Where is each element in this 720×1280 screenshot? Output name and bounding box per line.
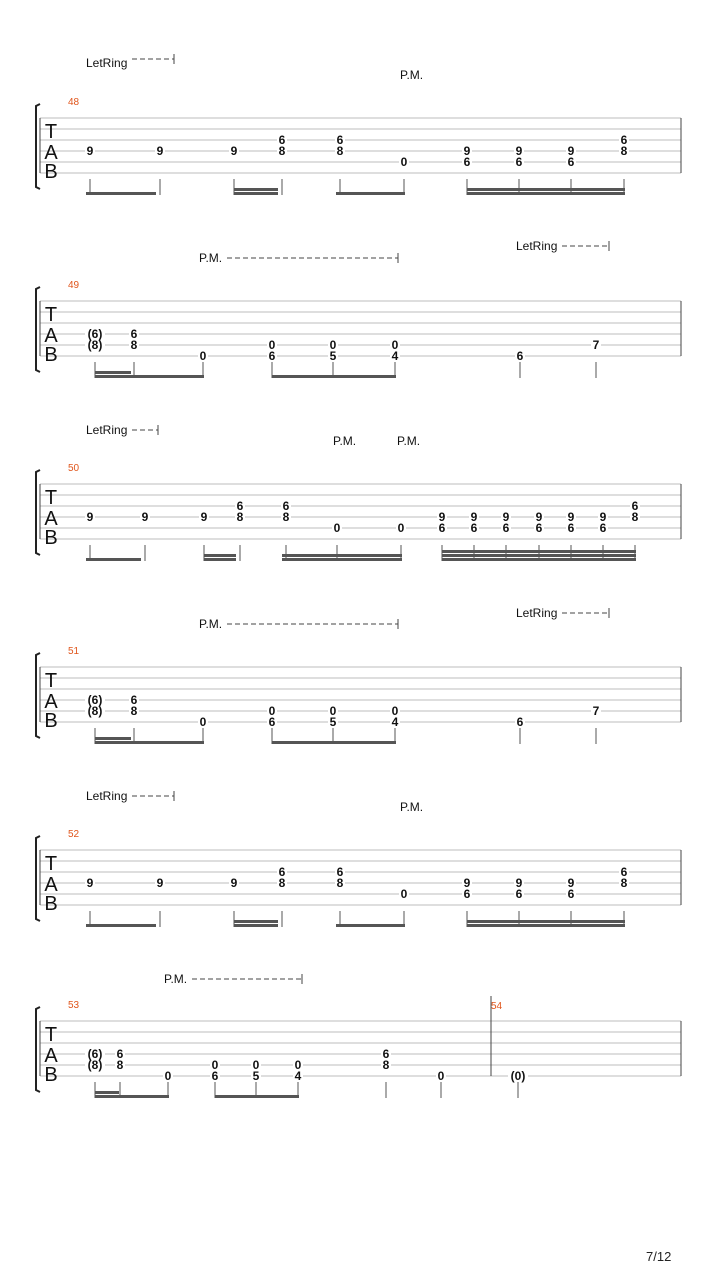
fret-number: 7 [592, 338, 600, 352]
tab-clef-t: T [44, 304, 58, 326]
fret-number: 6 [470, 521, 478, 535]
fret-number: 0 [329, 704, 337, 718]
beam [442, 554, 636, 557]
beam [95, 371, 131, 374]
bar-number: 50 [68, 463, 80, 474]
beam [95, 1091, 119, 1094]
fret-number: 6 [515, 887, 523, 901]
tab-clef-a: A [44, 874, 58, 896]
beam [467, 192, 625, 195]
fret-number: 6 [516, 715, 524, 729]
tab-clef-t: T [44, 487, 58, 509]
fret-number: 8 [130, 704, 138, 718]
tab-clef-t: T [44, 121, 58, 143]
annotation-label: P.M. [164, 972, 188, 986]
fret-number: 0 [211, 1058, 219, 1072]
fret-number: 6 [620, 865, 628, 879]
fret-number: 9 [230, 144, 238, 158]
fret-number: 9 [515, 144, 523, 158]
fret-number: 0 [400, 887, 408, 901]
fret-number: 9 [438, 510, 446, 524]
annotation-label: P.M. [400, 68, 424, 82]
system-50 [36, 425, 681, 561]
beam [442, 550, 636, 553]
fret-number: 5 [252, 1069, 260, 1083]
fret-number: 6 [116, 1047, 124, 1061]
fret-number: 0 [329, 338, 337, 352]
fret-number: 8 [631, 510, 639, 524]
fret-number: 0 [268, 338, 276, 352]
fret-number: 6 [502, 521, 510, 535]
bar-number: 53 [68, 1000, 80, 1011]
beam [95, 741, 204, 744]
beam [336, 924, 405, 927]
beam [86, 924, 156, 927]
bar-number: 48 [68, 97, 80, 108]
beam [467, 920, 625, 923]
annotation-label: LetRing [86, 789, 128, 803]
fret-number: 9 [463, 876, 471, 890]
tab-clef-a: A [44, 691, 58, 713]
fret-number: 5 [329, 349, 337, 363]
fret-number: (8) [87, 704, 103, 718]
fret-number: 0 [268, 704, 276, 718]
staff-bracket [36, 104, 40, 189]
tab-clef-b: B [44, 527, 58, 549]
beam [204, 554, 236, 557]
tab-clef-a: A [44, 325, 58, 347]
tab-clef-t: T [44, 853, 58, 875]
fret-number: 9 [567, 510, 575, 524]
fret-number: 9 [86, 510, 94, 524]
fret-number: 9 [86, 876, 94, 890]
staff-bracket [36, 836, 40, 921]
fret-number: (6) [87, 1047, 103, 1061]
beam [467, 924, 625, 927]
fret-number: 6 [567, 887, 575, 901]
beam [95, 375, 204, 378]
fret-number: 6 [236, 499, 244, 513]
fret-number: 8 [278, 876, 286, 890]
fret-number: 0 [391, 704, 399, 718]
fret-number: 9 [535, 510, 543, 524]
fret-number: 6 [516, 349, 524, 363]
fret-number: 8 [282, 510, 290, 524]
tab-clef-b: B [44, 344, 58, 366]
fret-number: 8 [336, 144, 344, 158]
staff-bracket [36, 1007, 40, 1092]
fret-number: 6 [336, 865, 344, 879]
staff-bracket [36, 470, 40, 555]
fret-number: 4 [391, 715, 399, 729]
fret-number: 6 [631, 499, 639, 513]
annotation-label: LetRing [86, 56, 128, 70]
fret-number: 6 [599, 521, 607, 535]
system-52 [36, 791, 681, 927]
fret-number: 8 [336, 876, 344, 890]
fret-number: 6 [336, 133, 344, 147]
tab-clef-a: A [44, 142, 58, 164]
beam [215, 1095, 299, 1098]
fret-number: 6 [211, 1069, 219, 1083]
fret-number: (0) [510, 1069, 526, 1083]
bar-number: 51 [68, 646, 80, 657]
annotation-label: LetRing [86, 423, 128, 437]
fret-number: 6 [567, 521, 575, 535]
fret-number: 0 [252, 1058, 260, 1072]
fret-number: 9 [463, 144, 471, 158]
system-51 [36, 608, 681, 744]
fret-number: 0 [333, 521, 341, 535]
fret-number: 0 [294, 1058, 302, 1072]
beam [234, 920, 278, 923]
fret-number: 9 [515, 876, 523, 890]
tab-clef-a: A [44, 1045, 58, 1067]
annotation-label: LetRing [516, 606, 558, 620]
beam [204, 558, 236, 561]
fret-number: 6 [535, 521, 543, 535]
annotation-label: P.M. [199, 251, 223, 265]
fret-number: 0 [199, 349, 207, 363]
staff-bracket [36, 653, 40, 738]
annotation-label: P.M. [199, 617, 223, 631]
fret-number: 4 [294, 1069, 302, 1083]
annotation-label: P.M. [400, 800, 424, 814]
fret-number: 0 [400, 155, 408, 169]
fret-number: 6 [268, 715, 276, 729]
fret-number: 6 [130, 327, 138, 341]
fret-number: 6 [278, 865, 286, 879]
fret-number: 9 [156, 144, 164, 158]
tab-clef-t: T [44, 1024, 58, 1046]
fret-number: 0 [199, 715, 207, 729]
fret-number: 8 [130, 338, 138, 352]
beam [272, 375, 396, 378]
fret-number: 9 [567, 144, 575, 158]
fret-number: 9 [156, 876, 164, 890]
beam [86, 192, 156, 195]
fret-number: 6 [567, 155, 575, 169]
fret-number: (8) [87, 1058, 103, 1072]
fret-number: 9 [599, 510, 607, 524]
fret-number: (6) [87, 693, 103, 707]
fret-number: 0 [437, 1069, 445, 1083]
beam [86, 558, 141, 561]
fret-number: 6 [278, 133, 286, 147]
fret-number: 8 [116, 1058, 124, 1072]
bar-number: 52 [68, 829, 80, 840]
fret-number: 9 [141, 510, 149, 524]
bar-number: 49 [68, 280, 80, 291]
fret-number: 6 [463, 887, 471, 901]
bar-number: 54 [491, 1001, 503, 1012]
beam [234, 192, 278, 195]
beam [442, 558, 636, 561]
fret-number: 8 [620, 876, 628, 890]
beam [95, 737, 131, 740]
fret-number: 8 [382, 1058, 390, 1072]
tab-clef-a: A [44, 508, 58, 530]
fret-number: 8 [278, 144, 286, 158]
fret-number: 0 [397, 521, 405, 535]
tab-clef-t: T [44, 670, 58, 692]
annotation-label: P.M. [333, 434, 357, 448]
beam [95, 1095, 169, 1098]
system-48 [36, 54, 681, 195]
tab-clef-b: B [44, 1064, 58, 1086]
fret-number: 7 [592, 704, 600, 718]
fret-number: 5 [329, 715, 337, 729]
fret-number: 9 [200, 510, 208, 524]
fret-number: (8) [87, 338, 103, 352]
beam [282, 558, 402, 561]
annotation-label: LetRing [516, 239, 558, 253]
beam [234, 188, 278, 191]
fret-number: 6 [382, 1047, 390, 1061]
tab-clef-b: B [44, 161, 58, 183]
fret-number: 8 [236, 510, 244, 524]
beam [234, 924, 278, 927]
fret-number: 4 [391, 349, 399, 363]
tab-clef-b: B [44, 710, 58, 732]
fret-number: 6 [130, 693, 138, 707]
annotation-label: P.M. [397, 434, 421, 448]
fret-number: 6 [515, 155, 523, 169]
system-49 [36, 241, 681, 378]
fret-number: 6 [620, 133, 628, 147]
staff-bracket [36, 287, 40, 372]
beam [272, 741, 396, 744]
fret-number: 6 [463, 155, 471, 169]
fret-number: 9 [86, 144, 94, 158]
fret-number: 0 [391, 338, 399, 352]
page-number: 7/12 [646, 1249, 672, 1264]
tab-clef-b: B [44, 893, 58, 915]
fret-number: (6) [87, 327, 103, 341]
fret-number: 6 [438, 521, 446, 535]
system-53 [36, 974, 681, 1098]
fret-number: 6 [282, 499, 290, 513]
fret-number: 8 [620, 144, 628, 158]
beam [336, 192, 405, 195]
fret-number: 9 [230, 876, 238, 890]
fret-number: 0 [164, 1069, 172, 1083]
fret-number: 9 [567, 876, 575, 890]
fret-number: 9 [502, 510, 510, 524]
beam [282, 554, 402, 557]
fret-number: 9 [470, 510, 478, 524]
beam [467, 188, 625, 191]
fret-number: 6 [268, 349, 276, 363]
